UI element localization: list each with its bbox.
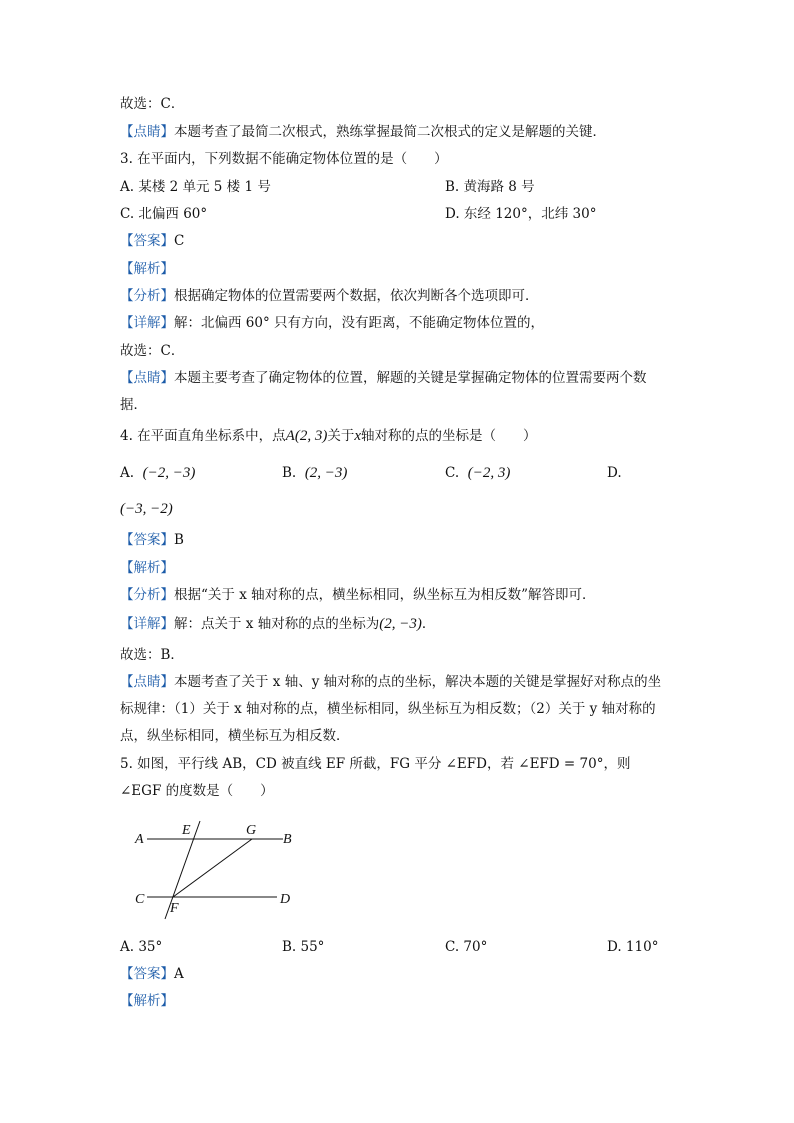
q4-x: x — [354, 428, 361, 444]
q4-dianjing-cont-2: 点，纵坐标相同，横坐标互为相反数． — [120, 728, 350, 744]
q4-option-d-label: D. — [607, 465, 622, 481]
q4-point: A(2, 3) — [285, 428, 328, 444]
xiangjie-post: ． — [421, 616, 436, 632]
q3-xiangjie — [120, 314, 544, 332]
answer-value: C — [174, 233, 185, 249]
label-b: B — [283, 832, 292, 847]
xiangjie-tag: 【详解】 — [120, 616, 174, 632]
label-g: G — [246, 823, 257, 838]
q5-option-a: A. 35° — [120, 939, 163, 955]
option-label: A. — [120, 465, 135, 481]
q4-answer — [120, 531, 184, 549]
xiangjie-tag: 【详解】 — [120, 315, 174, 331]
q4-stem-pre: 4. 在平面直角坐标系中，点 — [120, 428, 286, 444]
q3-answer — [120, 232, 184, 250]
q4-option-b — [282, 464, 347, 482]
fenxi-tag: 【分析】 — [120, 587, 174, 603]
answer-tag: 【答案】 — [120, 233, 174, 249]
label-c: C — [135, 892, 145, 907]
q3-jiexi-tag: 【解析】 — [120, 261, 174, 277]
option-value: (−2, −3) — [142, 465, 196, 481]
q4-stem — [120, 427, 537, 445]
q3-dianjing-cont: 据． — [120, 397, 147, 413]
q4-jiexi-tag: 【解析】 — [120, 560, 174, 576]
q4-dianjing-cont-1: 标规律：（1）关于 x 轴对称的点，横坐标相同，纵坐标互为相反数；（2）关于 y 轴对称的 — [120, 701, 656, 717]
xiangjie-text: 解：点关于 x 轴对称的点的坐标为 — [174, 616, 380, 632]
q4-option-a — [120, 464, 195, 482]
dianjing-text: 本题考查了关于 x 轴、y 轴对称的点的坐标，解决本题的关键是掌握好对称点的坐 — [174, 674, 662, 690]
answer-value: B — [174, 532, 184, 548]
q4-final: 故选：B． — [120, 647, 184, 663]
label-e: E — [182, 823, 191, 838]
q3-option-a: A. 某楼 2 单元 5 楼 1 号 — [120, 179, 271, 195]
label-f: F — [170, 901, 179, 916]
dianjing-tag: 【点睛】 — [120, 674, 174, 690]
q3-option-c: C. 北偏西 60° — [120, 206, 208, 222]
fenxi-text: 根据确定物体的位置需要两个数据，依次判断各个选项即可． — [174, 288, 539, 304]
option-value: (2, −3) — [304, 465, 348, 481]
q5-option-d: D. 110° — [607, 939, 659, 955]
option-value: (−2, 3) — [467, 465, 511, 481]
q5-option-b: B. 55° — [282, 939, 325, 955]
q4-dianjing — [120, 673, 661, 691]
q4-option-c — [445, 464, 510, 482]
fenxi-tag: 【分析】 — [120, 288, 174, 304]
q4-stem-mid: 关于 — [327, 428, 355, 444]
q4-fenxi — [120, 586, 596, 604]
q5-stem: 5. 如图，平行线 AB，CD 被直线 EF 所截，FG 平分 ∠EFD，若 ∠EFD = 70°，则 — [120, 756, 631, 772]
xiangjie-value: (2, −3) — [379, 616, 422, 632]
q3-final: 故选：C． — [120, 343, 185, 359]
q5-option-c: C. 70° — [445, 939, 488, 955]
q4-stem-post: 轴对称的点的坐标是（ ） — [361, 428, 537, 444]
geometry-figure — [125, 815, 315, 925]
q4-option-d-value: (−3, −2) — [120, 501, 173, 517]
q3-dianjing — [120, 369, 647, 387]
dianjing-text: 本题主要考查了确定物体的位置，解题的关键是掌握确定物体的位置需要两个数 — [174, 370, 647, 386]
q3-fenxi — [120, 287, 539, 305]
line-fg — [173, 839, 252, 897]
prev-final: 故选：C． — [120, 96, 185, 112]
q5-answer — [120, 965, 184, 983]
option-label: B. — [282, 465, 297, 481]
q3-option-d: D. 东经 120°，北纬 30° — [445, 206, 597, 222]
dianjing-tag: 【点睛】 — [120, 370, 174, 386]
xiangjie-text: 解：北偏西 60° 只有方向，没有距离，不能确定物体位置的， — [174, 315, 545, 331]
q3-stem: 3. 在平面内，下列数据不能确定物体位置的是（ ） — [120, 151, 448, 167]
q3-option-b: B. 黄海路 8 号 — [445, 179, 535, 195]
q5-jiexi-tag: 【解析】 — [120, 993, 174, 1009]
dianjing-tag: 【点睛】 — [120, 124, 174, 140]
dianjing-text: 本题考查了最简二次根式，熟练掌握最简二次根式的定义是解题的关键． — [174, 124, 606, 140]
label-a: A — [135, 832, 144, 847]
answer-value: A — [174, 966, 184, 982]
prev-dianjing — [120, 123, 606, 141]
q4-xiangjie — [120, 615, 435, 633]
fenxi-text: 根据“关于 x 轴对称的点，横坐标相同，纵坐标互为相反数”解答即可． — [174, 587, 596, 603]
label-d: D — [280, 892, 291, 907]
answer-tag: 【答案】 — [120, 966, 174, 982]
option-label: C. — [445, 465, 460, 481]
answer-tag: 【答案】 — [120, 532, 174, 548]
q5-stem-cont: ∠EGF 的度数是（ ） — [120, 783, 274, 799]
